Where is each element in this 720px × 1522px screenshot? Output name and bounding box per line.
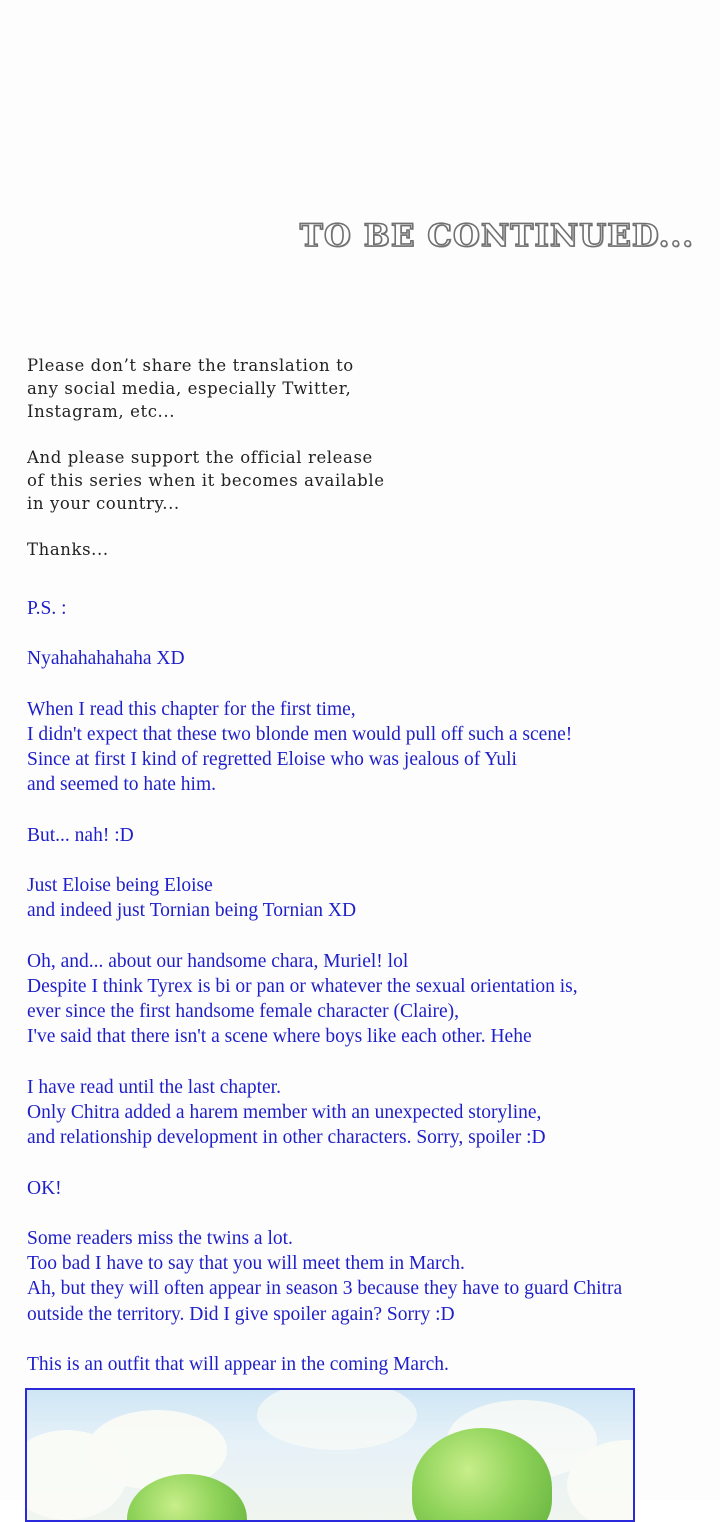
ps-line: Nyahahahahaha XD [27, 648, 185, 670]
ps-paragraph [27, 1352, 717, 1377]
ps-line: and indeed just Tornian being Tornian XD [27, 900, 357, 922]
ps-line: Only Chitra added a harem member with an unexpected storyline, [27, 1101, 542, 1123]
notice-line: Please don’t share the translation to [27, 356, 354, 375]
ps-line: Oh, and... about our handsome chara, Muriel! lol [27, 950, 409, 972]
ps-line: This is an outfit that will appear in the coming March. [27, 1353, 449, 1375]
ps-line: I've said that there isn't a scene where boys like each other. Hehe [27, 1026, 532, 1048]
ps-paragraph [27, 1075, 717, 1151]
ps-line: and relationship development in other characters. Sorry, spoiler :D [27, 1127, 546, 1149]
notice-line: any social media, especially Twitter, [27, 379, 352, 398]
notice-line: of this series when it becomes available [27, 471, 385, 490]
ps-line: I didn't expect that these two blonde men would pull off such a scene! [27, 723, 573, 745]
ps-line: But... nah! :D [27, 824, 134, 846]
to-be-continued-heading: TO BE CONTINUED... [299, 218, 694, 254]
ps-line: ever since the first handsome female character (Claire), [27, 1001, 460, 1023]
ps-line: and seemed to hate him. [27, 774, 216, 796]
ps-line: Too bad I have to say that you will meet them in March. [27, 1253, 465, 1275]
ps-paragraph [27, 1226, 717, 1327]
ps-paragraph [27, 823, 717, 848]
ps-paragraph [27, 596, 717, 621]
translation-notice [27, 354, 447, 584]
notice-paragraph [27, 446, 447, 515]
ps-line: Some readers miss the twins a lot. [27, 1227, 293, 1249]
ps-paragraph [27, 949, 717, 1050]
ps-paragraph [27, 1176, 717, 1201]
ps-line: P.S. : [27, 598, 67, 619]
cloud-shape [257, 1388, 417, 1450]
ps-paragraph [27, 646, 717, 671]
ps-line: Just Eloise being Eloise [27, 875, 213, 897]
ps-line: Ah, but they will often appear in season 3 because they have to guard Chitra [27, 1278, 623, 1300]
ps-line: outside the territory. Did I give spoiler again? Sorry :D [27, 1303, 455, 1325]
ps-paragraph [27, 873, 717, 923]
translator-postscript [27, 596, 717, 1402]
notice-line: Instagram, etc... [27, 402, 176, 421]
notice-line: Thanks... [27, 540, 109, 559]
notice-paragraph [27, 354, 447, 423]
ps-line: I have read until the last chapter. [27, 1076, 281, 1098]
ps-paragraph [27, 697, 717, 798]
ps-line: When I read this chapter for the first time, [27, 698, 356, 720]
ps-line: Despite I think Tyrex is bi or pan or whatever the sexual orientation is, [27, 975, 578, 997]
notice-line: in your country... [27, 494, 180, 513]
ps-line: Since at first I kind of regretted Eloise who was jealous of Yuli [27, 749, 517, 771]
outfit-preview-image [25, 1388, 635, 1522]
ps-line: OK! [27, 1177, 62, 1199]
notice-line: And please support the official release [27, 448, 373, 467]
notice-paragraph [27, 538, 447, 561]
